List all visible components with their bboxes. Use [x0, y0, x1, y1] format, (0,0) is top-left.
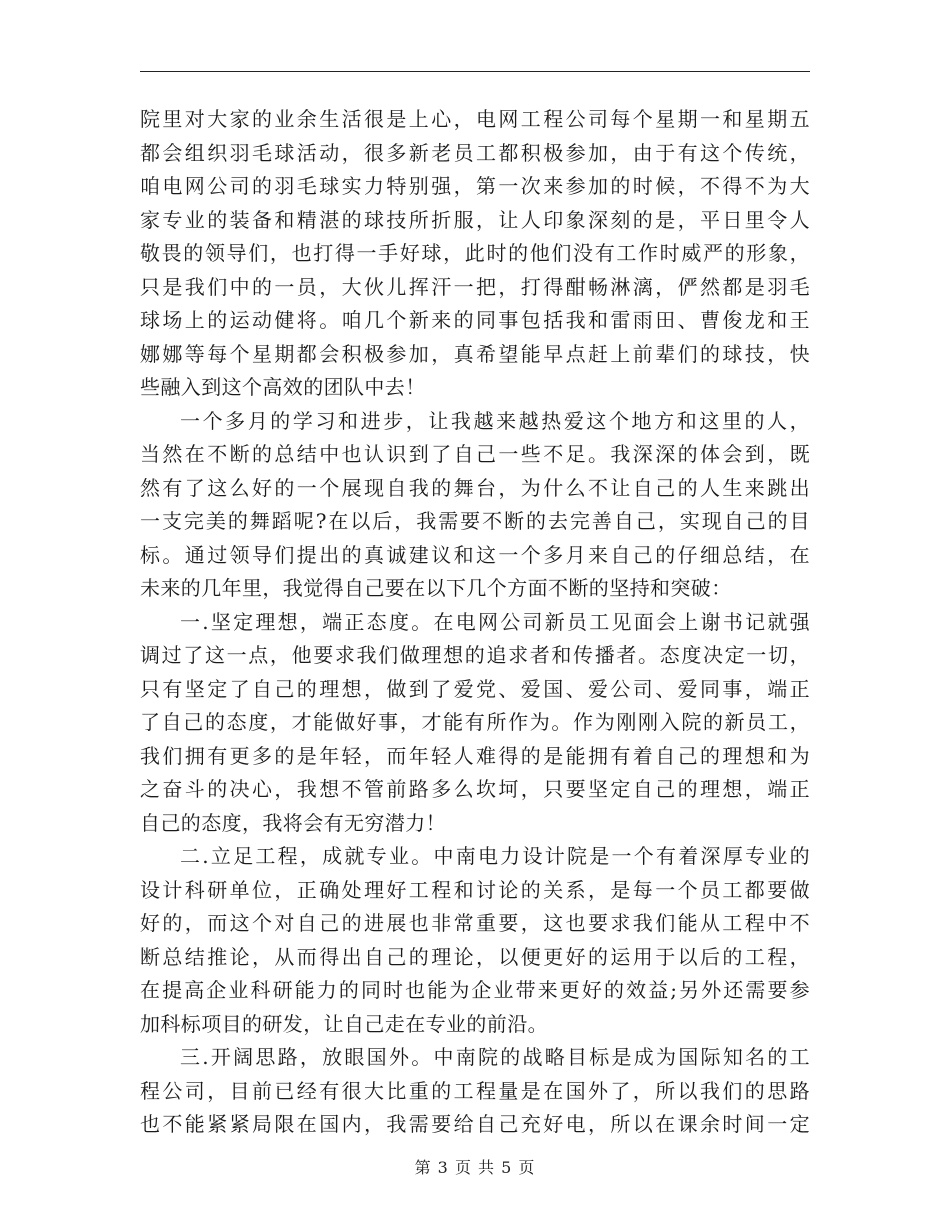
header-rule: [140, 71, 810, 72]
text-line: 好的，而这个对自己的进展也非常重要，这也要求我们能从工程中不: [140, 911, 810, 935]
text-line: 娜娜等每个星期都会积极参加，真希望能早点赶上前辈们的球技，快: [140, 341, 810, 366]
text-line: 断总结推论，从而得出自己的理论，以便更好的运用于以后的工程，: [140, 944, 810, 969]
text-line: 家专业的装备和精湛的球技所折服，让人印象深刻的是，平日里令人: [140, 207, 810, 232]
text-line: 一支完美的舞蹈呢?在以后，我需要不断的去完善自己，实现自己的目: [140, 509, 810, 533]
text-line: 未来的几年里，我觉得自己要在以下几个方面不断的坚持和突破：: [140, 576, 732, 600]
text-line: 我们拥有更多的是年轻，而年轻人难得的是能拥有着自己的理想和为: [140, 743, 810, 768]
text-line: 然有了这么好的一个展现自我的舞台，为什么不让自己的人生来跳出: [140, 475, 810, 500]
text-line: 一.坚定理想，端正态度。在电网公司新员工见面会上谢书记就强: [180, 609, 810, 634]
text-line: 在提高企业科研能力的同时也能为企业带来更好的效益;另外还需要参: [140, 978, 810, 1002]
text-line: 咱电网公司的羽毛球实力特别强，第一次来参加的时候，不得不为大: [140, 174, 810, 198]
text-line: 一个多月的学习和进步，让我越来越热爱这个地方和这里的人，: [180, 408, 810, 433]
text-line: 球场上的运动健将。咱几个新来的同事包括我和雷雨田、曹俊龙和王: [140, 308, 810, 332]
text-line: 之奋斗的决心，我想不管前路多么坎坷，只要坚定自己的理想，端正: [140, 777, 810, 801]
text-line: 敬畏的领导们，也打得一手好球，此时的他们没有工作时威严的形象，: [140, 241, 810, 265]
text-line: 院里对大家的业余生活很是上心，电网工程公司每个星期一和星期五: [140, 107, 810, 131]
text-line: 加科标项目的研发，让自己走在专业的前沿。: [140, 1011, 548, 1036]
text-line: 些融入到这个高效的团队中去！: [140, 375, 426, 399]
text-line: 只是我们中的一员，大伙儿挥汗一把，打得酣畅淋漓，俨然都是羽毛: [140, 274, 810, 299]
text-line: 程公司，目前已经有很大比重的工程量是在国外了，所以我们的思路: [140, 1078, 810, 1103]
text-line: 标。通过领导们提出的真诚建议和这一个多月来自己的仔细总结，在: [140, 542, 810, 567]
text-line: 三.开阔思路，放眼国外。中南院的战略目标是成为国际知名的工: [180, 1045, 810, 1069]
text-line: 二.立足工程，成就专业。中南电力设计院是一个有着深厚专业的: [180, 844, 810, 868]
text-line: 设计科研单位，正确处理好工程和讨论的关系，是每一个员工都要做: [140, 877, 810, 902]
text-line: 调过了这一点，他要求我们做理想的追求者和传播者。态度决定一切，: [140, 643, 810, 667]
text-line: 了自己的态度，才能做好事，才能有所作为。作为刚刚入院的新员工，: [140, 710, 810, 734]
text-line: 也不能紧紧局限在国内，我需要给自己充好电，所以在课余时间一定: [140, 1112, 810, 1136]
text-line: 都会组织羽毛球活动，很多新老员工都积极参加，由于有这个传统，: [140, 140, 810, 165]
text-line: 自己的态度，我将会有无穷潜力！: [140, 810, 446, 835]
text-line: 只有坚定了自己的理想，做到了爱党、爱国、爱公司、爱同事，端正: [140, 676, 810, 701]
text-line: 当然在不断的总结中也认识到了自己一些不足。我深深的体会到，既: [140, 442, 810, 466]
page-footer: 第 3 页 共 5 页: [414, 1158, 536, 1177]
document-body: [140, 103, 810, 1142]
